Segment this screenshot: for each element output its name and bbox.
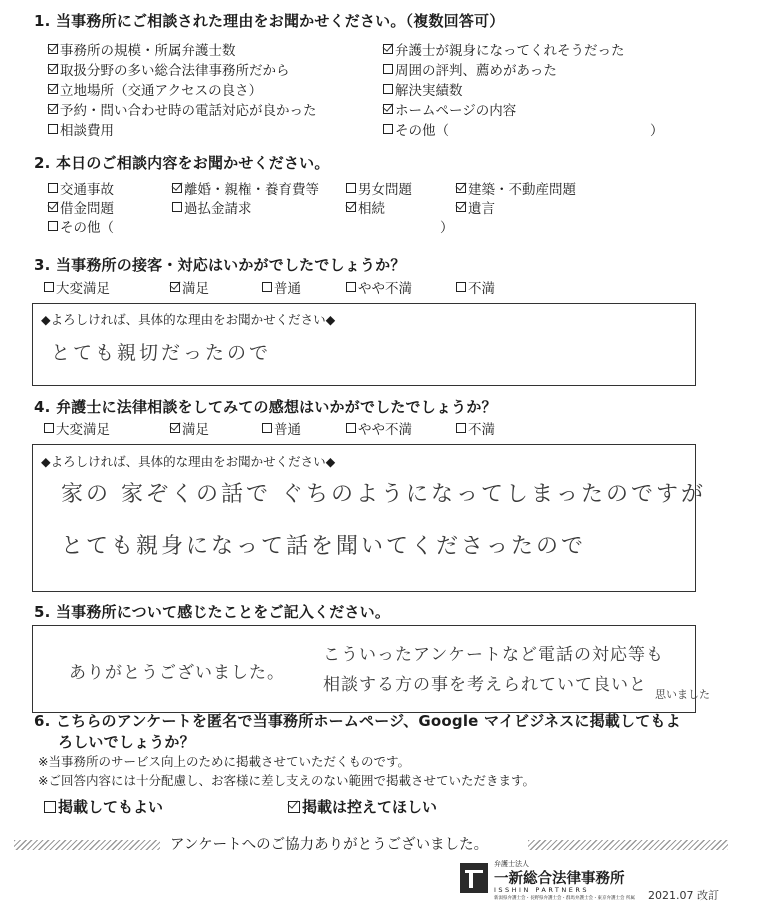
q1-option-location[interactable]: 立地場所（交通アクセスの良さ） — [48, 79, 262, 99]
q4-prompt: ◆よろしければ、具体的な理由をお聞かせください◆ — [41, 454, 336, 469]
q1-option-results[interactable]: 解決実績数 — [383, 79, 463, 99]
q1-other-close: ） — [650, 123, 664, 139]
q3-option-dissatisfied[interactable]: 不満 — [456, 277, 495, 297]
q6-note1: ※当事務所のサービス向上のために掲載させていただくものです。 — [38, 754, 410, 769]
footer-hatch-right — [528, 840, 728, 850]
q2-option-realestate-checkbox[interactable] — [456, 183, 466, 193]
q3-option-somewhat-dissatisfied[interactable]: やや不満 — [346, 277, 412, 297]
q5-answer-left: ありがとうございました。 — [69, 663, 285, 683]
q1-option-phone-checkbox[interactable] — [48, 104, 58, 114]
q3-option-somewhat-dissatisfied-checkbox[interactable] — [346, 282, 356, 292]
q1-option-location-checkbox[interactable] — [48, 84, 58, 94]
q1-option-other-checkbox[interactable] — [383, 124, 393, 134]
firm-logo-sub: 新潟県弁護士会・長野県弁護士会・群馬弁護士会・東京弁護士会 所属 — [494, 896, 635, 901]
q6-option-decline[interactable]: 掲載は控えてほしい — [288, 796, 437, 817]
q1-option-fee-checkbox[interactable] — [48, 124, 58, 134]
q1-option-scale-checkbox[interactable] — [48, 44, 58, 54]
q4-comment-box[interactable] — [32, 444, 706, 592]
q2-option-inheritance-checkbox[interactable] — [346, 202, 356, 212]
q1-option-fee[interactable]: 相談費用 — [48, 119, 114, 139]
q5-title: 5. 当事務所について感じたことをご記入ください。 — [34, 603, 391, 621]
q5-answer-right3: 思いました — [655, 688, 710, 701]
q4-answer-line1: 家の 家ぞくの話で ぐちのようになってしまったのですが — [61, 482, 706, 507]
q2-option-other[interactable]: その他（ — [48, 216, 114, 236]
q2-option-relationship[interactable]: 男女問題 — [346, 178, 412, 198]
q3-option-dissatisfied-checkbox[interactable] — [456, 282, 466, 292]
q5-answer-right2: 相談する方の事を考えられていて良いと — [323, 675, 647, 695]
q2-option-divorce[interactable]: 離婚・親権・養育費等 — [172, 178, 319, 198]
q2-option-traffic[interactable]: 交通事故 — [48, 178, 114, 198]
q3-title: 3. 当事務所の接客・対応はいかがでしたでしょうか？ — [34, 256, 406, 274]
q2-title: 2. 本日のご相談内容をお聞かせください。 — [34, 154, 330, 172]
q1-option-homepage[interactable]: ホームページの内容 — [383, 99, 516, 119]
q1-option-scale[interactable]: 事務所の規模・所属弁護士数 — [48, 39, 236, 59]
q2-option-other-checkbox[interactable] — [48, 221, 58, 231]
firm-logo-icon — [460, 863, 488, 893]
q3-answer: とても親切だったので — [51, 342, 272, 364]
q1-option-sincere[interactable]: 弁護士が親身になってくれそうだった — [383, 39, 625, 59]
q4-option-normal-checkbox[interactable] — [262, 423, 272, 433]
q6-option-allow-checkbox[interactable] — [44, 801, 56, 813]
q3-option-very-satisfied-checkbox[interactable] — [44, 282, 54, 292]
firm-logo-name: 一新総合法律事務所 — [494, 871, 625, 887]
q6-title-line2: ろしいでしょうか？ — [58, 733, 195, 751]
q3-option-normal-checkbox[interactable] — [262, 282, 272, 292]
q2-option-overpayment[interactable]: 過払金請求 — [172, 197, 252, 217]
footer-thanks: アンケートへのご協力ありがとうございました。 — [170, 837, 489, 853]
q6-title-line1: 6. こちらのアンケートを匿名で当事務所ホームページ、Google マイビジネスに掲載してもよ — [34, 712, 681, 730]
q2-option-divorce-checkbox[interactable] — [172, 183, 182, 193]
q4-option-very-satisfied-checkbox[interactable] — [44, 423, 54, 433]
q2-option-realestate[interactable]: 建築・不動産問題 — [456, 178, 576, 198]
q1-option-reputation[interactable]: 周囲の評判、薦めがあった — [383, 59, 557, 79]
q2-option-relationship-checkbox[interactable] — [346, 183, 356, 193]
q5-answer-right1: こういったアンケートなど電話の対応等も — [323, 645, 664, 665]
q4-option-normal[interactable]: 普通 — [262, 418, 301, 438]
q4-option-somewhat-dissatisfied[interactable]: やや不満 — [346, 418, 412, 438]
q1-option-other[interactable]: その他（ — [383, 119, 449, 139]
q4-option-dissatisfied[interactable]: 不満 — [456, 418, 495, 438]
q1-option-phone[interactable]: 予約・問い合わせ時の電話対応が良かった — [48, 99, 317, 119]
q4-option-very-satisfied[interactable]: 大変満足 — [44, 418, 110, 438]
q2-option-debt-checkbox[interactable] — [48, 202, 58, 212]
firm-logo-small: 弁護士法人 — [494, 860, 529, 868]
q1-option-reputation-checkbox[interactable] — [383, 64, 393, 74]
footer-hatch-left — [14, 840, 160, 850]
q2-other-close: ） — [440, 220, 454, 236]
q6-option-allow[interactable]: 掲載してもよい — [44, 796, 163, 817]
q1-title: 1. 当事務所にご相談された理由をお聞かせください。（複数回答可） — [34, 12, 505, 30]
q1-option-sincere-checkbox[interactable] — [383, 44, 393, 54]
q2-option-will-checkbox[interactable] — [456, 202, 466, 212]
q4-option-satisfied-checkbox[interactable] — [170, 423, 180, 433]
q4-answer-line2: とても親身になって話を聞いてくださったので — [61, 534, 587, 559]
q6-option-decline-checkbox[interactable] — [288, 801, 300, 813]
q3-option-satisfied[interactable]: 満足 — [170, 277, 209, 297]
q3-option-normal[interactable]: 普通 — [262, 277, 301, 297]
q2-option-overpayment-checkbox[interactable] — [172, 202, 182, 212]
q3-prompt: ◆よろしければ、具体的な理由をお聞かせください◆ — [41, 312, 336, 327]
q3-option-satisfied-checkbox[interactable] — [170, 282, 180, 292]
q1-option-general-checkbox[interactable] — [48, 64, 58, 74]
q4-option-dissatisfied-checkbox[interactable] — [456, 423, 466, 433]
q4-title: 4. 弁護士に法律相談をしてみての感想はいかがでしたでしょうか？ — [34, 398, 497, 416]
q2-option-inheritance[interactable]: 相続 — [346, 197, 385, 217]
q1-option-results-checkbox[interactable] — [383, 84, 393, 94]
q1-option-homepage-checkbox[interactable] — [383, 104, 393, 114]
q4-option-satisfied[interactable]: 満足 — [170, 418, 209, 438]
q3-comment-box[interactable] — [32, 303, 696, 386]
q2-option-debt[interactable]: 借金問題 — [48, 197, 114, 217]
q2-option-traffic-checkbox[interactable] — [48, 183, 58, 193]
q3-option-very-satisfied[interactable]: 大変満足 — [44, 277, 110, 297]
q4-option-somewhat-dissatisfied-checkbox[interactable] — [346, 423, 356, 433]
q2-option-will[interactable]: 遺言 — [456, 197, 495, 217]
q1-option-general[interactable]: 取扱分野の多い総合法律事務所だから — [48, 59, 290, 79]
q6-note2: ※ご回答内容には十分配慮し、お客様に差し支えのない範囲で掲載させていただきます。 — [38, 773, 535, 788]
q5-comment-box[interactable] — [32, 625, 710, 713]
firm-logo-en: ISSHIN PARTNERS — [494, 886, 589, 894]
version-label: 2021.07 改訂 — [648, 889, 719, 902]
